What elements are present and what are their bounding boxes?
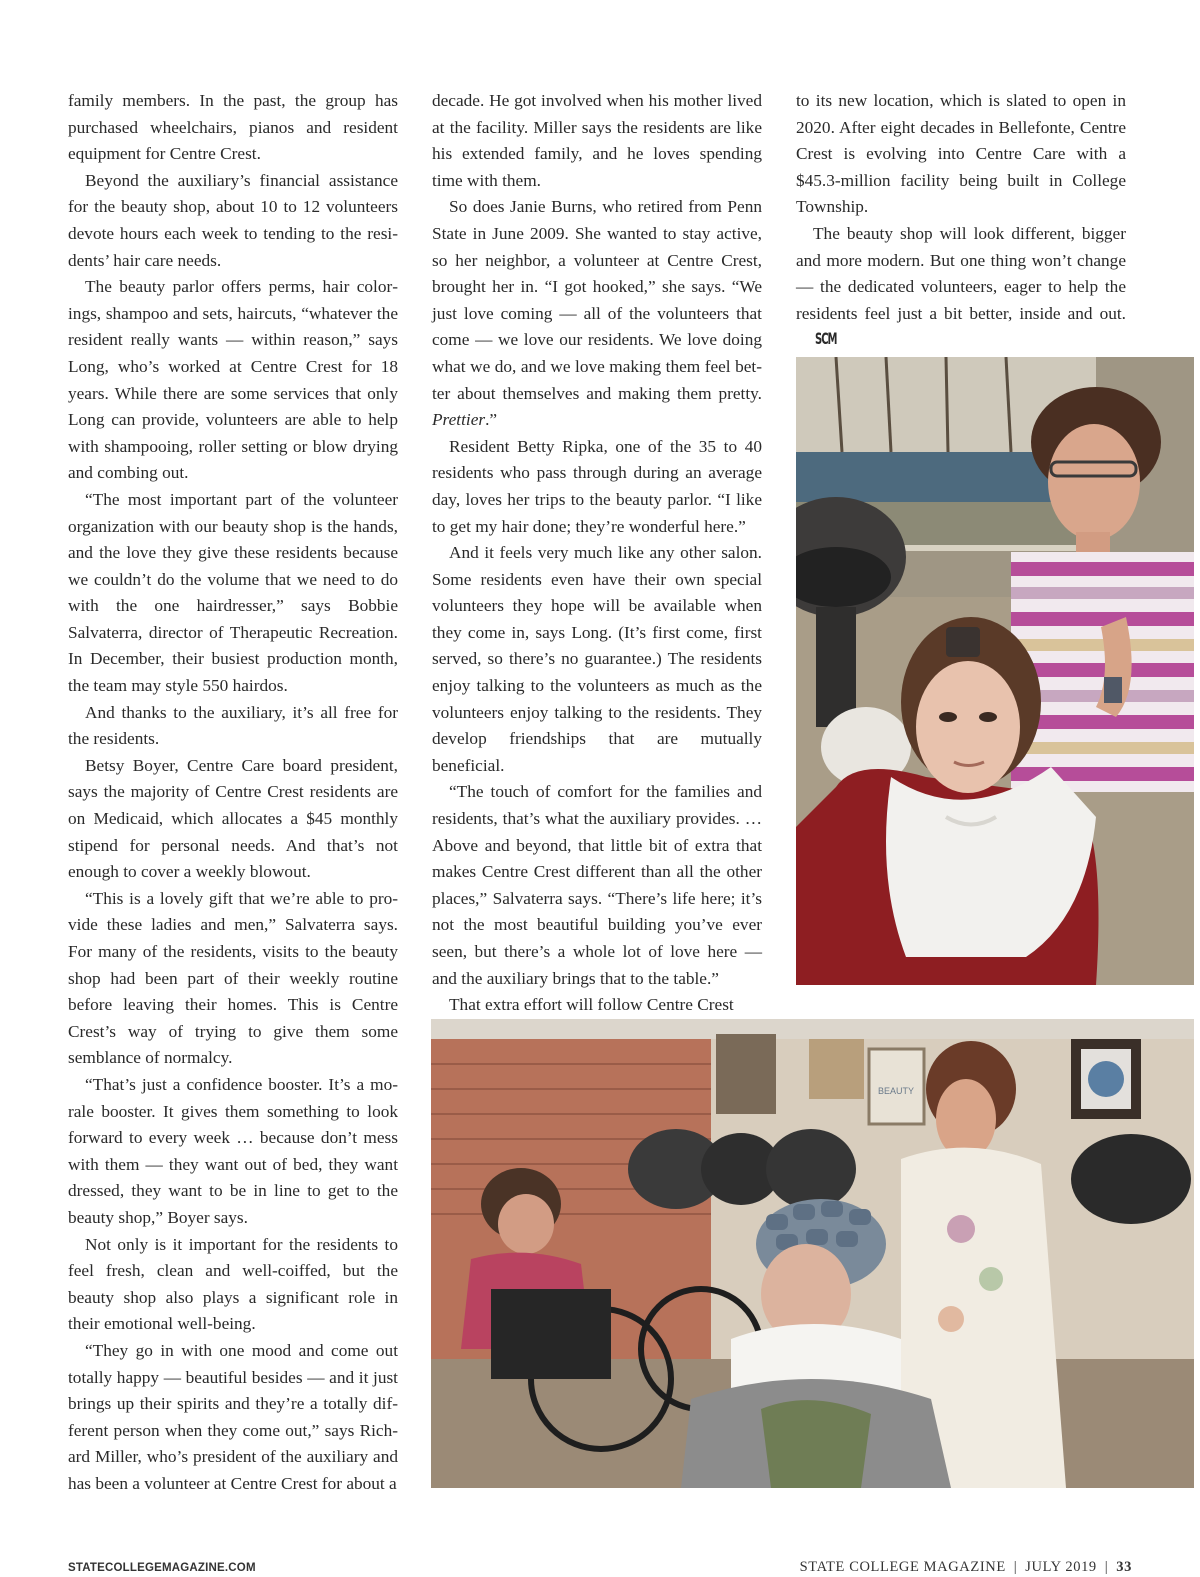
paragraph-text: So does Janie Burns, who retired from Penn State in June 2009. She wanted to stay active, so her neighbor, a volunteer at Centre Crest, brought her in. “I got hooked,” she says. “We just love coming — all of the volunteers that come — we love our residents. We love doing what we do, and we love making them feel better about themselves and making them pretty. (432, 197, 762, 403)
paragraph: “That’s just a confidence booster. It’s a morale booster. It gives them something to look forward to every week … because don’t mess with them — they want out of bed, they want dressed, they want to be in line to get to the beauty shop,” Boyer says. (68, 1074, 398, 1227)
photo-beauty-shop-rollers (431, 1019, 1194, 1488)
closing-quote: .” (485, 410, 498, 430)
end-mark-icon: SCM (815, 331, 837, 350)
footer-issue: JULY 2019 (1025, 1559, 1097, 1575)
paragraph: The beauty parlor offers perms, hair colorings, shampoo and sets, haircuts, “whatever the resident really wants — within reason,” says Long, who’s worked at Centre Crest for 18 years. While there are some services that only Long can provide, volunteers are able to help with shampooing, roller setting or blow drying and combing out. (68, 277, 398, 483)
photo-bottom-image (431, 1019, 1194, 1488)
paragraph: to its new location, which is slated to open in 2020. After eight decades in Bellefonte, Centre Crest is evolving into Centre Care with a $45.3-million facility being built in College Township. (796, 91, 1126, 217)
paragraph: Resident Betty Ripka, one of the 35 to 40 residents who pass through during an average day, loves her trips to the beauty parlor. “I like to get my hair done; they’re wonderful here.” (432, 436, 762, 536)
footer-magazine-name: STATE COLLEGE MAGAZINE (799, 1559, 1006, 1575)
photo-volunteer-styling-hair (796, 357, 1194, 985)
paragraph: “They go in with one mood and come out totally happy — beautiful besides — and it just brings up their spirits and they’re a totally different person when they come out,” says Richard Miller, who’s president of the auxiliary and has been a volunteer at Centre Crest for about a (68, 1340, 398, 1493)
paragraph: Beyond the auxiliary’s financial assistance for the beauty shop, about 10 to 12 volunteers devote hours each week to tending to the residents’ hair care needs. (68, 170, 398, 270)
footer-folio (800, 1559, 1132, 1576)
footer-separator: | (1013, 1559, 1018, 1575)
paragraph: “The most important part of the volunteer organization with our beauty shop is the hands, and the love they give these residents because we couldn’t do the volume that we need to do with the one hairdresser,” says Bobbie Salvaterra, director of Therapeutic Recreation. In December, their busiest production month, the team may style 550 hairdos. (68, 489, 398, 696)
photo-top-image (796, 357, 1194, 985)
footer-separator: | (1104, 1559, 1109, 1575)
paragraph: Betsy Boyer, Centre Care board president, says the majority of Centre Crest residents are on Medicaid, which allocates a $45 monthly stipend for personal needs. And that’s not enough to cover a weekly blowout. (68, 755, 398, 882)
paragraph-text: The beauty shop will look different, bigger and more modern. But one thing won’t change — the dedicated volunteers, eager to help the residents feel just a bit better, inside and out. (796, 223, 1126, 323)
sign-text: BEAUTY (877, 1086, 915, 1096)
paragraph (432, 194, 762, 433)
article-column-2 (432, 88, 762, 1019)
paragraph: And it feels very much like any other salon. Some residents even have their own special volunteers they hope will be available when they come in, says Long. (It’s first come, first served, so there’s no guarantee.) The residents enjoy talking to the volunteers as much as the volunteers enjoy talking to the residents. They develop friendships that are mutually beneficial. (432, 543, 762, 775)
paragraph: family members. In the past, the group has purchased wheelchairs, pianos and resident equipment for Centre Crest. (68, 91, 398, 164)
paragraph: Not only is it important for the residents to feel fresh, clean and well-coiffed, but the beauty shop also plays a significant role in their emotional well-being. (68, 1234, 398, 1334)
paragraph: “The touch of comfort for the families and residents, that’s what the auxiliary provides. … Above and beyond, that little bit of extra that makes Centre Crest different than all the other places,” Salvaterra says. “There’s life here; it’s not the most beautiful building you’ve ever seen, but there’s a whole lot of love here — and the auxiliary brings that to the table.” (432, 782, 762, 988)
paragraph: “This is a lovely gift that we’re able to provide these ladies and men,” Salvaterra says. For many of the residents, visits to the beauty shop had been part of their weekly routine before leaving their homes. This is Centre Crest’s way of trying to give them some semblance of normalcy. (68, 888, 398, 1068)
paragraph: That extra effort will follow Centre Crest (449, 995, 734, 1015)
paragraph (796, 221, 1126, 355)
footer-website: STATECOLLEGEMAGAZINE.COM (68, 1562, 256, 1574)
emphasis-text: Prettier (432, 410, 486, 430)
paragraph: And thanks to the auxiliary, it’s all free for the residents. (68, 702, 398, 749)
article-column-1 (68, 88, 398, 1497)
page-number: 33 (1116, 1559, 1132, 1575)
article-column-3 (796, 88, 1126, 355)
paragraph: decade. He got involved when his mother lived at the facility. Miller says the residents are like his extended family, and he loves spending time with them. (432, 91, 762, 190)
